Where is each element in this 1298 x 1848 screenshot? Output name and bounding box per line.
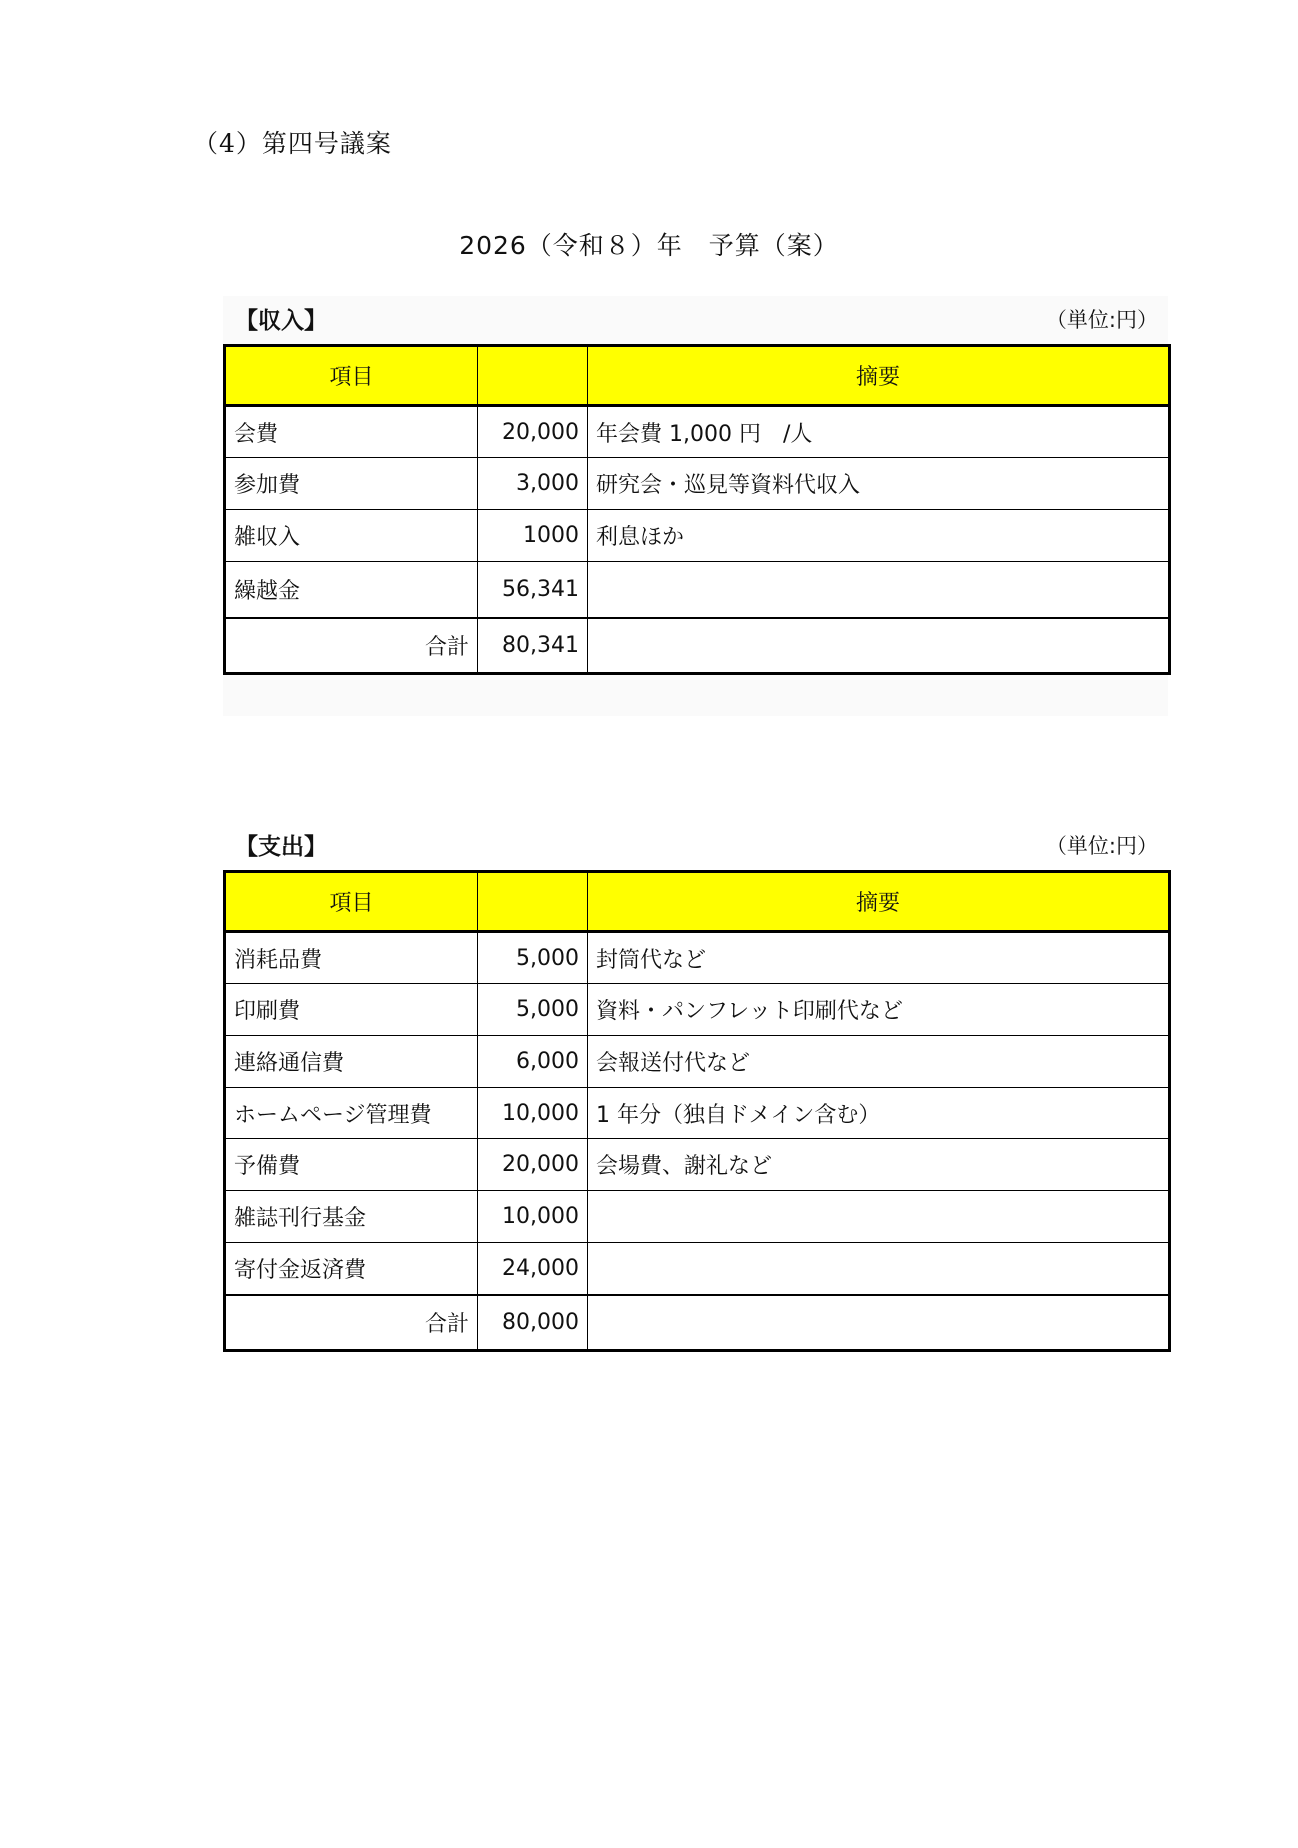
row-amount: 56,341	[478, 562, 588, 618]
total-note	[588, 618, 1170, 674]
expense-table	[223, 870, 1171, 1352]
table-row	[225, 510, 1170, 562]
income-section	[223, 296, 1168, 716]
expense-table-header-row	[225, 872, 1170, 932]
income-header	[223, 296, 1168, 344]
row-note: 封筒代など	[588, 932, 1170, 984]
total-note	[588, 1295, 1170, 1351]
row-item: 会費	[225, 406, 478, 458]
expense-header	[223, 822, 1168, 870]
column-header-amount	[478, 346, 588, 406]
row-note: 研究会・巡見等資料代収入	[588, 458, 1170, 510]
row-item: 消耗品費	[225, 932, 478, 984]
row-item: 参加費	[225, 458, 478, 510]
row-amount: 20,000	[478, 406, 588, 458]
total-label: 合計	[225, 1295, 478, 1351]
total-row	[225, 618, 1170, 674]
row-amount: 1000	[478, 510, 588, 562]
row-amount: 20,000	[478, 1139, 588, 1191]
row-amount: 10,000	[478, 1191, 588, 1243]
total-amount: 80,000	[478, 1295, 588, 1351]
row-amount: 5,000	[478, 984, 588, 1036]
row-item: ホームページ管理費	[225, 1088, 478, 1139]
row-item: 予備費	[225, 1139, 478, 1191]
total-amount: 80,341	[478, 618, 588, 674]
row-note	[588, 1191, 1170, 1243]
row-note: 年会費 1,000 円 /人	[588, 406, 1170, 458]
row-item: 繰越金	[225, 562, 478, 618]
row-item: 雑収入	[225, 510, 478, 562]
column-header-note: 摘要	[588, 346, 1170, 406]
income-label: 【収入】	[235, 308, 327, 334]
expense-unit: （単位:円）	[1045, 834, 1158, 858]
budget-title: 2026（令和８）年 予算（案）	[459, 231, 839, 260]
table-row	[225, 458, 1170, 510]
expense-section	[223, 822, 1168, 1342]
row-amount: 24,000	[478, 1243, 588, 1295]
column-header-amount	[478, 872, 588, 932]
income-table-header-row	[225, 346, 1170, 406]
row-amount: 10,000	[478, 1088, 588, 1139]
income-unit: （単位:円）	[1045, 308, 1158, 332]
expense-label: 【支出】	[235, 834, 327, 860]
column-header-note: 摘要	[588, 872, 1170, 932]
table-row	[225, 984, 1170, 1036]
table-row	[225, 1036, 1170, 1088]
table-row	[225, 932, 1170, 984]
row-note: 資料・パンフレット印刷代など	[588, 984, 1170, 1036]
row-item: 連絡通信費	[225, 1036, 478, 1088]
table-row	[225, 562, 1170, 618]
row-item: 雑誌刊行基金	[225, 1191, 478, 1243]
total-row	[225, 1295, 1170, 1351]
table-row	[225, 406, 1170, 458]
column-header-item: 項目	[225, 346, 478, 406]
table-row	[225, 1139, 1170, 1191]
total-label: 合計	[225, 618, 478, 674]
column-header-item: 項目	[225, 872, 478, 932]
row-item: 印刷費	[225, 984, 478, 1036]
table-row	[225, 1088, 1170, 1139]
row-note: 会場費、謝礼など	[588, 1139, 1170, 1191]
row-amount: 6,000	[478, 1036, 588, 1088]
agenda-heading: （4）第四号議案	[193, 129, 392, 158]
table-row	[225, 1243, 1170, 1295]
row-amount: 3,000	[478, 458, 588, 510]
row-note: 1 年分（独自ドメイン含む）	[588, 1088, 1170, 1139]
row-note: 利息ほか	[588, 510, 1170, 562]
table-row	[225, 1191, 1170, 1243]
row-note	[588, 1243, 1170, 1295]
row-note: 会報送付代など	[588, 1036, 1170, 1088]
income-table	[223, 344, 1171, 675]
row-note	[588, 562, 1170, 618]
row-item: 寄付金返済費	[225, 1243, 478, 1295]
row-amount: 5,000	[478, 932, 588, 984]
